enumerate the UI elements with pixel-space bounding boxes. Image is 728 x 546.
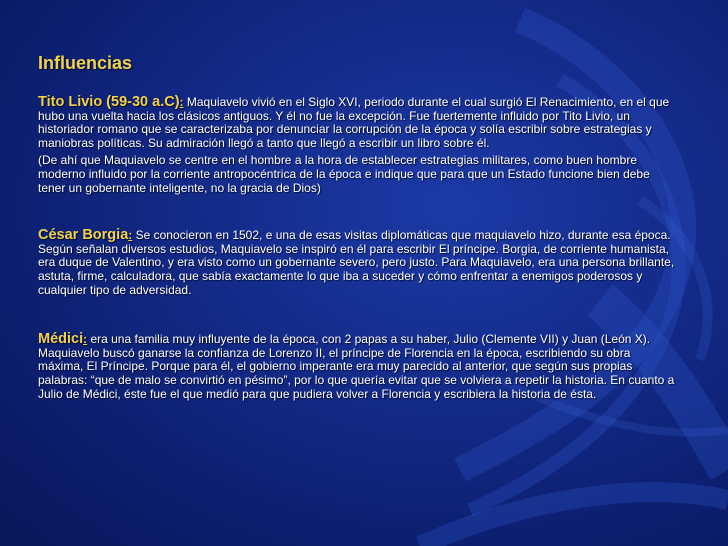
cesar-borgia-text: Se conocieron en 1502, e una de esas visitas diplomáticas que maquiavelo hizo, durante esa época. Según señalan diversos estudios, Maquiavelo se inspiró en él para escribir El príncipe. Borgia, de corriente humanista, era duque de Valentino, y era visto como un gobernante severo, pero justo. Para Maquiavelo, era una persona brillante, astuta, firme, calculadora, que sabía exactamente lo que iba a suceder y cómo enfrentar a enemigos poderosos y cualquier tipo de adversidad. — [38, 228, 675, 297]
cesar-borgia-heading: César Borgia — [38, 227, 129, 244]
slide-content — [38, 52, 678, 401]
medici-text: era una familia muy influyente de la época, con 2 papas a su haber, Julio (Clemente VII) y Juan (León X). Maquiavelo buscó ganarse la confianza de Lorenzo II, el príncipe de Florencia en la época, escribiendo su obra máxima, El Príncipe. Porque para él, el gobierno imperante era muy parecido al anterior, que según sus propias palabras: “que de malo se convirtió en pésimo”, por lo que quería evitar que se volviera a repetir la historia. En cuanto a Julio de Médici, éste fue el que medió para que pudiera volver a Florencia y escribiera la historia de ésta. — [38, 332, 675, 401]
cesar-borgia-colon: : — [128, 228, 133, 243]
tito-livio-paragraph — [38, 96, 678, 150]
medici-paragraph — [38, 333, 678, 401]
tito-livio-text: Maquiavelo vivió en el Siglo XVI, periodo durante el cual surgió El Renacimiento, en el que hubo una vuelta hacia los clásicos antiguos. Y él no fue la excepción. Fue fuertemente influido por Tito Livio, un historiador romano que se caracterizaba por denunciar la corrupción de la época y solía escribir sobre estrategias y maniobras políticas. Su admiración llegó a tanto que llegó a escribir un libro sobre él. — [38, 95, 670, 150]
slide-title: Influencias — [38, 53, 133, 73]
cesar-borgia-paragraph — [38, 229, 678, 297]
tito-livio-colon: : — [179, 95, 184, 109]
medici-heading: Médici — [38, 331, 84, 348]
medici-colon: : — [83, 332, 88, 347]
tito-livio-heading: Tito Livio (59-30 a.C) — [38, 94, 180, 110]
tito-livio-note: (De ahí que Maquiavelo se centre en el hombre a la hora de establecer estrategias militares, como buen hombre moderno influido por la corriente antropocéntrica de la época e indique que para que un Estado funcione bien debe tener un gobernante inteligente, no la gracia de Dios) — [38, 153, 650, 195]
